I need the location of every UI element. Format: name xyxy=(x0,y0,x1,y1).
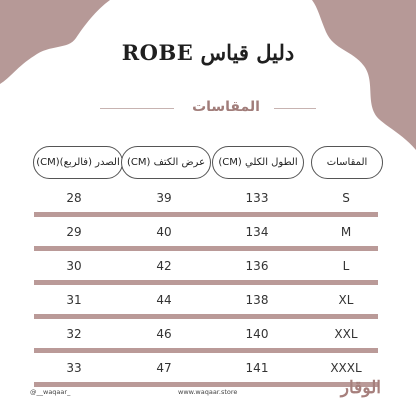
corner-decoration-right xyxy=(312,0,416,150)
length-cell: 138 xyxy=(245,293,269,307)
size-cell: XL xyxy=(338,293,354,307)
shoulder-cell: 40 xyxy=(156,225,172,239)
social-handle: @__waqaar_ xyxy=(30,388,71,396)
chest-cell: 28 xyxy=(66,191,82,205)
table-row xyxy=(34,255,378,289)
length-cell: 136 xyxy=(245,259,269,273)
shoulder-cell: 46 xyxy=(156,327,172,341)
table-header xyxy=(0,146,416,180)
size-cell: XXL xyxy=(334,327,358,341)
page-title: دليل قياس ROBE xyxy=(121,40,295,65)
table-row xyxy=(34,221,378,255)
header-size: المقاسات xyxy=(311,146,383,179)
row-divider xyxy=(34,212,378,217)
length-cell: 133 xyxy=(245,191,269,205)
section-heading xyxy=(100,97,316,121)
brand-logo: الوقار xyxy=(340,378,381,398)
section-label: المقاسات xyxy=(192,99,260,115)
shoulder-cell: 47 xyxy=(156,361,172,375)
row-divider xyxy=(34,280,378,285)
size-table xyxy=(34,187,378,391)
row-divider xyxy=(34,246,378,251)
divider-line xyxy=(100,108,174,109)
size-cell: M xyxy=(340,225,352,239)
chest-cell: 30 xyxy=(66,259,82,273)
length-cell: 141 xyxy=(245,361,269,375)
chest-cell: 32 xyxy=(66,327,82,341)
shoulder-cell: 42 xyxy=(156,259,172,273)
size-cell: XXXL xyxy=(330,361,362,375)
size-cell: L xyxy=(342,259,350,273)
shoulder-cell: 44 xyxy=(156,293,172,307)
header-shoulder: عرض الكتف (CM) xyxy=(121,146,211,179)
row-divider xyxy=(34,348,378,353)
length-cell: 140 xyxy=(245,327,269,341)
table-row xyxy=(34,289,378,323)
footer xyxy=(0,376,416,416)
table-row xyxy=(34,323,378,357)
chest-cell: 29 xyxy=(66,225,82,239)
size-cell: S xyxy=(342,191,350,205)
chest-cell: 31 xyxy=(66,293,82,307)
shoulder-cell: 39 xyxy=(156,191,172,205)
length-cell: 134 xyxy=(245,225,269,239)
table-row xyxy=(34,187,378,221)
header-length: الطول الكلي (CM) xyxy=(212,146,304,179)
row-divider xyxy=(34,314,378,319)
website-link: www.waqaar.store xyxy=(178,388,238,396)
divider-line xyxy=(274,108,316,109)
chest-cell: 33 xyxy=(66,361,82,375)
header-chest: الصدر (فالربع)(CM) xyxy=(33,146,123,179)
